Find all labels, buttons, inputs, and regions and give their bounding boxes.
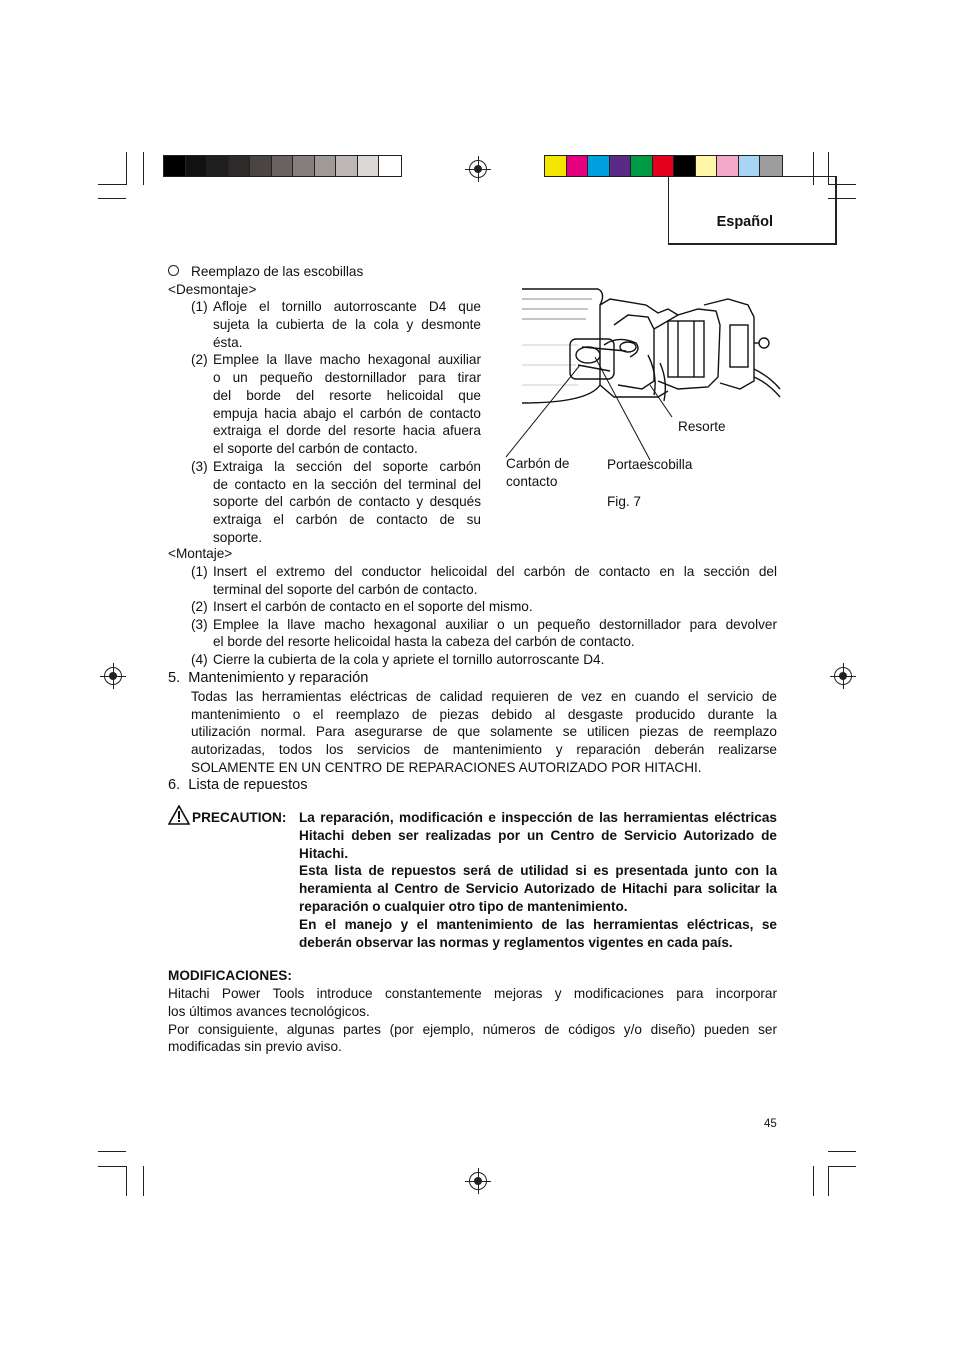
list-item-line: de contacto en la sección del terminal del: [213, 476, 481, 492]
list-item-number: (3): [191, 458, 208, 474]
color-swatch: [610, 156, 632, 176]
list-item-line: Insert el extremo del conductor helicoidal del carbón de contacto en la sección del: [213, 564, 777, 579]
color-swatch: [186, 156, 208, 176]
section5-line: SOLAMENTE EN UN CENTRO DE REPARACIONES AUTORIZADO POR HITACHI.: [191, 759, 702, 775]
precaution-label: PRECAUTION:: [192, 810, 287, 825]
list-item-line: soporte del carbón de contacto y desqués: [213, 494, 481, 510]
color-swatch: [250, 156, 272, 176]
assembly-title: <Montaje>: [168, 546, 233, 561]
page-number: 45: [764, 1118, 777, 1130]
list-item-line: Emplee la llave macho hexagonal auxiliar: [213, 352, 481, 368]
color-swatch: [272, 156, 294, 176]
list-item-line: Emplee la llave macho hexagonal auxiliar o un pequeño destornillador para devolver: [213, 616, 777, 632]
section5-line: mantenimiento o el reemplazo de piezas debido al desgaste producido durante la: [191, 706, 777, 722]
figure-caption: Fig. 7: [607, 494, 641, 509]
section5-line: utilización normal. Para asegurarse de que solamente se utilicen piezas de reemplazo: [191, 724, 777, 740]
color-swatch: [717, 156, 739, 176]
list-item-line: terminal del soporte del carbón de contacto.: [213, 581, 478, 597]
label-portaescobilla: Portaescobilla: [607, 457, 693, 472]
list-item-line: Insert el carbón de contacto en el soporte del mismo.: [213, 599, 533, 615]
color-swatch: [336, 156, 358, 176]
list-item-number: (1): [191, 564, 208, 579]
list-item-number: (2): [191, 352, 208, 368]
precaution-line: heramienta al Centro de Servicio Autorizado de Hitachi para solicitar la: [299, 881, 777, 897]
bullet-circle-icon: [168, 265, 179, 276]
color-swatch: [164, 156, 186, 176]
color-swatch: [653, 156, 675, 176]
list-item-line: Cierre la cubierta de la cola y apriete el tornillo autorroscante D4.: [213, 652, 605, 667]
label-resorte: Resorte: [678, 419, 726, 434]
brush-heading: Reemplazo de las escobillas: [191, 264, 364, 279]
precaution-line: Esta lista de repuestos será de utilidad si es presentada junto con la: [299, 863, 777, 879]
color-swatch: [760, 156, 782, 176]
color-swatch: [739, 156, 761, 176]
registration-mark-right: [834, 667, 852, 685]
list-item-number: (1): [191, 299, 208, 314]
section5-line: Todas las herramientas eléctricas de calidad requieren de vez en cuando el servicio de: [191, 689, 777, 704]
color-swatch: [674, 156, 696, 176]
gray-calibration-strip: [163, 155, 402, 177]
list-item-line: Afloje el tornillo autorroscante D4 que: [213, 299, 481, 314]
disassembly-title: <Desmontaje>: [168, 282, 257, 297]
precaution-line: Hitachi deben ser realizadas por un Centro de Servicio Autorizado de: [299, 827, 777, 843]
list-item-line: sujeta la cubierta de la cola y desmonte: [213, 316, 481, 332]
precaution-line: reparación o cualquier otro tipo de mantenimiento.: [299, 899, 628, 914]
modifications-line: modificadas sin previo aviso.: [168, 1039, 342, 1055]
color-swatch: [293, 156, 315, 176]
color-swatch: [315, 156, 337, 176]
color-swatch: [545, 156, 567, 176]
modifications-title: MODIFICACIONES:: [168, 968, 292, 983]
color-swatch: [631, 156, 653, 176]
label-carbon-line2: contacto: [506, 474, 558, 489]
list-item-line: Extraiga la sección del soporte carbón: [213, 458, 481, 474]
list-item-line: del borde del resorte helicoidal que: [213, 387, 481, 403]
registration-mark-left: [104, 667, 122, 685]
list-item-line: empuja hacia abajo el carbón de contacto: [213, 405, 481, 421]
color-swatch: [379, 156, 401, 176]
list-item-line: soporte.: [213, 529, 263, 545]
color-swatch: [696, 156, 718, 176]
callout-lines: [500, 285, 740, 465]
modifications-line: Por consiguiente, algunas partes (por ejemplo, números de códigos y/o diseño) pueden ser: [168, 1021, 777, 1037]
list-item-number: (3): [191, 616, 208, 632]
language-label: Español: [716, 214, 773, 230]
color-swatch: [229, 156, 251, 176]
modifications-line: Hitachi Power Tools introduce constantemente mejoras y modificaciones para incorporar: [168, 986, 777, 1001]
precaution-line: Hitachi.: [299, 845, 349, 861]
warning-triangle-icon: [168, 805, 190, 825]
list-item-line: extraiga el dorde del resorte hacia afuera: [213, 423, 481, 439]
section5-line: autorizadas, todos los servicios de mantenimiento y reparación deberán realizarse: [191, 742, 777, 758]
list-item-line: ésta.: [213, 334, 243, 350]
color-swatch: [567, 156, 589, 176]
list-item-number: (4): [191, 652, 208, 667]
language-tab: [668, 176, 837, 245]
color-swatch: [207, 156, 229, 176]
precaution-line: deberán observar las normas y reglamentos vigentes en cada país.: [299, 934, 733, 950]
color-swatch: [588, 156, 610, 176]
precaution-line: En el manejo y el mantenimiento de las herramientas eléctricas, se: [299, 916, 777, 932]
color-swatch: [358, 156, 380, 176]
list-item-number: (2): [191, 599, 208, 615]
section6-heading: 6. Lista de repuestos: [168, 777, 308, 793]
list-item-line: extraiga el carbón de contacto de su: [213, 512, 481, 527]
modifications-line: los últimos avances tecnológicos.: [168, 1003, 370, 1019]
list-item-line: el soporte del carbón de contacto.: [213, 441, 418, 456]
precaution-line: La reparación, modificación e inspección de las herramientas eléctricas: [299, 810, 777, 825]
section5-heading: 5. Mantenimiento y reparación: [168, 670, 369, 686]
label-carbon-line1: Carbón de: [506, 456, 570, 471]
color-calibration-strip: [544, 155, 783, 177]
registration-mark-top: [469, 160, 487, 178]
list-item-line: o un pequeño destornillador para tirar: [213, 370, 481, 385]
registration-mark-bottom: [469, 1172, 487, 1190]
list-item-line: el borde del resorte helicoidal hasta la cabeza del carbón de contacto.: [213, 634, 635, 650]
